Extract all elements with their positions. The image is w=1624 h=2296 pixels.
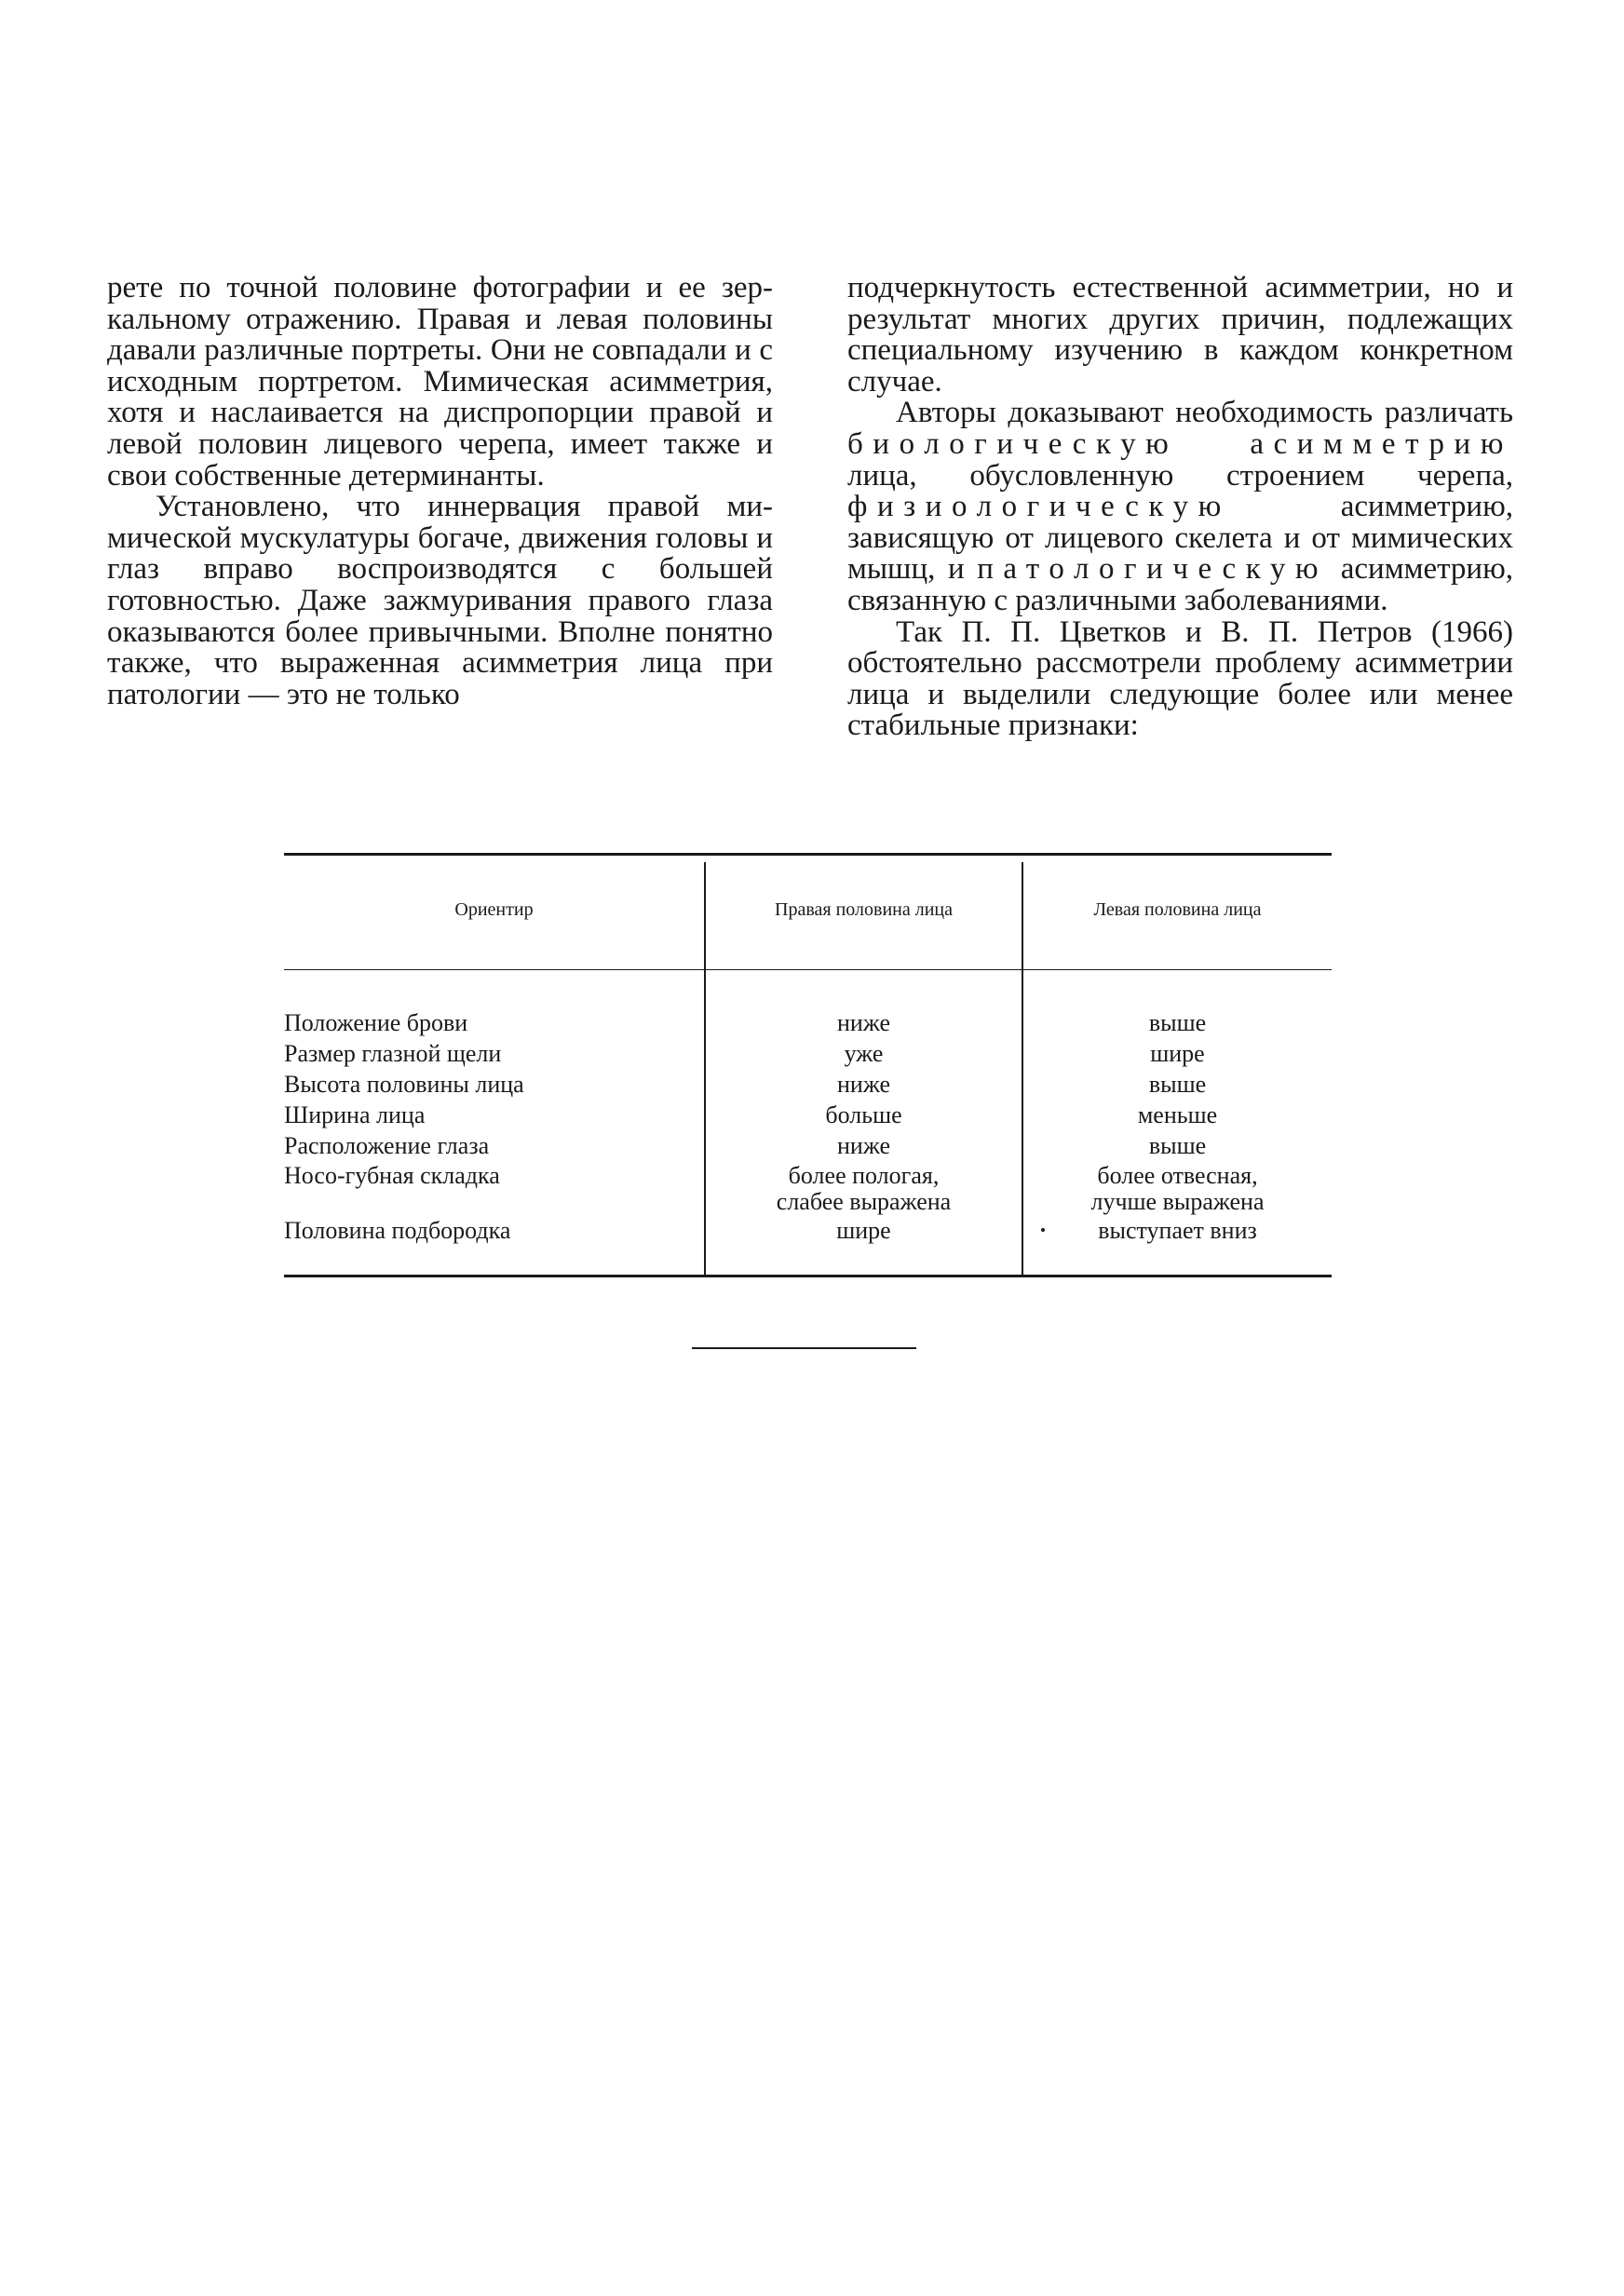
row-landmark: Половина подбородка xyxy=(284,1217,511,1244)
right-paragraph-2 xyxy=(847,398,1513,616)
value-line: выше xyxy=(1148,1132,1207,1159)
right-paragraph-3: Так П. П. Цветков и В. П. Петров (1966) обстоятельно рассмотрели проблему асимметрии лица и выделили следующие более или менее стабильные признаки: xyxy=(847,615,1513,743)
row-left-value xyxy=(1023,1217,1332,1245)
value-line: выше xyxy=(1148,1009,1207,1036)
value-line: ниже xyxy=(837,1071,890,1098)
value-line: шире xyxy=(1150,1040,1205,1067)
row-landmark: Ширина лица xyxy=(284,1101,426,1128)
row-right-value xyxy=(706,1040,1022,1068)
spaced-term-pathological: патологическую xyxy=(977,552,1329,587)
row-right-value xyxy=(706,1217,1022,1245)
value-line: более пологая, xyxy=(788,1162,940,1189)
row-left-value xyxy=(1023,1009,1332,1037)
left-text-column xyxy=(107,273,773,710)
table-row xyxy=(284,1071,1332,1099)
row-landmark: Положение брови xyxy=(284,1009,468,1036)
paragraph-text: Авторы доказывают необходимость различать xyxy=(896,396,1513,430)
table-top-rule xyxy=(284,853,1332,856)
row-right-value xyxy=(706,1132,1022,1160)
table-row xyxy=(284,1217,1332,1245)
header-landmark: Ориентир xyxy=(454,899,534,920)
value-line: выше xyxy=(1148,1071,1207,1098)
header-right-half: Правая половина лица xyxy=(775,899,953,920)
left-paragraph-2: Установлено, что иннервация правой мимической мускулатуры богаче, движения головы и глаз вправо воспроизводятся с большей готовностью. Даже зажмуривания правого глаза оказываются более привычными. Вполне понятно также, что выраженная асимметрия лица при патологии — это не только xyxy=(107,490,773,711)
left-paragraph-1: рете по точной половине фотографии и ее зеркальному отражению. Правая и левая половины давали различные портреты. Они не совпадали и с исходным портретом. Мимическая асимметрия, хотя и наслаивается на диспропорции правой и левой половин лицевого черепа, имеет также и свои собственные детерминанты. xyxy=(107,271,773,493)
table-row xyxy=(284,1101,1332,1129)
row-right-value xyxy=(706,1071,1022,1099)
row-right-value xyxy=(706,1163,1022,1215)
section-end-rule xyxy=(692,1347,916,1349)
row-landmark: Размер глазной щели xyxy=(284,1040,502,1067)
table-row xyxy=(284,1040,1332,1068)
paragraph-text: асимметрию, связанную с различными заболеваниями. xyxy=(847,552,1513,617)
value-line: больше xyxy=(825,1101,902,1128)
spaced-term-biological: биологическую асимметрию xyxy=(847,426,1513,461)
row-landmark: Носо-губная складка xyxy=(284,1162,500,1189)
spaced-term-physiological: физиологическую xyxy=(847,490,1231,524)
table-bottom-rule xyxy=(284,1275,1332,1277)
table-row xyxy=(284,1009,1332,1037)
table-row xyxy=(284,1163,1332,1215)
row-landmark: Расположение глаза xyxy=(284,1132,490,1159)
header-left-half: Левая половина лица xyxy=(1093,899,1262,920)
table-body xyxy=(284,1009,1332,1248)
right-text-column xyxy=(847,273,1513,742)
paragraph-text: асимметрию, зависящую от лицевого скелета и от мимических мышц, и xyxy=(847,490,1513,587)
row-left-value xyxy=(1023,1101,1332,1129)
paragraph-text: лица, обусловленную строением черепа, xyxy=(847,458,1513,493)
row-right-value xyxy=(706,1009,1022,1037)
row-landmark: Высота половины лица xyxy=(284,1071,524,1098)
asymmetry-table xyxy=(284,853,1332,1279)
row-right-value xyxy=(706,1101,1022,1129)
value-line: выступает вниз xyxy=(1098,1217,1257,1244)
value-line: меньше xyxy=(1137,1101,1218,1128)
row-left-value xyxy=(1023,1132,1332,1160)
table-row xyxy=(284,1132,1332,1160)
value-line: ниже xyxy=(837,1132,890,1159)
value-line: лучше выражена xyxy=(1090,1188,1265,1215)
right-paragraph-1: подчеркнутость естественной асимметрии, но и результат многих других причин, подлежащих специальному изучению в каждом конкретном случае. xyxy=(847,271,1513,398)
row-left-value xyxy=(1023,1163,1332,1215)
value-line: уже xyxy=(844,1040,884,1067)
value-line: слабее выражена xyxy=(776,1188,952,1215)
row-left-value xyxy=(1023,1071,1332,1099)
value-line: более отвесная, xyxy=(1097,1162,1258,1189)
value-line: ниже xyxy=(837,1009,890,1036)
table-header-rule xyxy=(284,969,1332,970)
row-left-value xyxy=(1023,1040,1332,1068)
value-line: шире xyxy=(836,1217,891,1244)
